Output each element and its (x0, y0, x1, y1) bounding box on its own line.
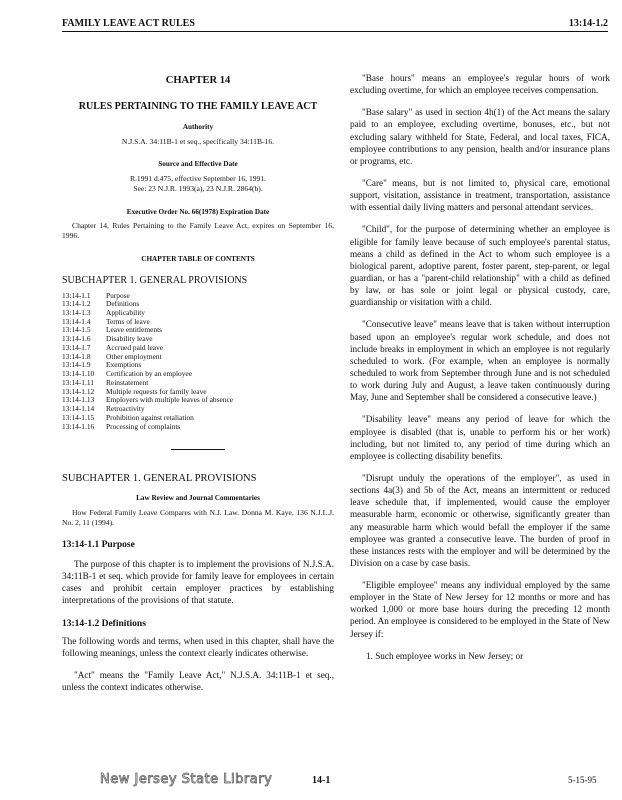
toc-entry-title: Applicability (106, 308, 145, 317)
toc-entry-title: Accrued paid leave (106, 342, 164, 352)
definition-paragraph: "Child", for the purpose of determining whether an employee is eligible for family leave because of such employee's parental status, means a child as defined in the Act to whom such employee is a biological parent, adoptive parent, foster parent, step-parent, or legal guardian, or has a "parent-child relationship" with a child as defined by law, or has sole or joint legal or physical custody, care, guardianship or visitation with a child. (350, 224, 610, 308)
toc-entry-number: 13:14-1.10 (62, 369, 95, 379)
chapter-number: CHAPTER 14 (165, 75, 231, 86)
section-heading-purpose: 13:14-1.1 Purpose (62, 540, 135, 551)
toc-entry-number: 13:14-1.5 (62, 325, 91, 335)
toc-entry (62, 292, 334, 301)
definition-paragraph: "Disability leave" means any period of leave for which the employee is disabled (that is, unable to perform his or her work) including, but not limited to, any period of time during which an employee is collecting disability benefits. (350, 414, 610, 461)
definition-paragraph: "Eligible employee" means any individual employed by the same employer in the State of New Jersey for 12 months or more and has worked 1,000 or more base hours during the preceding 12 month period. An employee is considered to be employed in the State of New Jersey if: (350, 580, 610, 639)
toc-entry (62, 309, 334, 318)
toc-entry (62, 318, 334, 327)
section-divider (171, 449, 225, 450)
toc-entry (62, 423, 334, 432)
definition-paragraph: "Base salary" as used in section 4h(1) of the Act means the salary paid to an employee, excluding overtime, bonuses, etc., but not excluding salary withheld for State, Federal, and local taxes, FICA, employee contributions to any pension, health and/or insurance plans or programs, etc. (350, 107, 610, 166)
toc-entry-title: Definitions (106, 299, 140, 309)
toc-entry-title: Leave entitlements (106, 325, 163, 335)
toc-entry-title: Other employment (106, 351, 162, 361)
toc-entry (62, 326, 334, 335)
toc-entry-number: 13:14-1.11 (62, 377, 94, 387)
toc-entry (62, 396, 334, 405)
toc-entry-number: 13:14-1.16 (62, 421, 95, 431)
toc-entry-title: Prohibition against retaliation (106, 412, 194, 422)
toc-entry-title: Exemptions (106, 360, 142, 370)
source-line-2: See: 23 N.J.R. 1993(a), 23 N.J.R. 2864(b). (133, 183, 263, 193)
toc-entry-title: Reinstatement (106, 377, 149, 387)
toc-entry-title: Employers with multiple leaves of absence (106, 395, 234, 405)
toc-entry-number: 13:14-1.14 (62, 404, 95, 414)
chapter-title: RULES PERTAINING TO THE FAMILY LEAVE ACT (78, 100, 318, 112)
section-heading-definitions: 13:14-1.2 Definitions (62, 619, 146, 630)
toc-entry-title: Purpose (106, 290, 130, 300)
definition-paragraph: "Consecutive leave" means leave that is taken without interruption based upon an employee's regular work schedule, and does not include breaks in employment in which an employee is not regularly scheduled to work. (For example, when an employee is normally scheduled to work from September through June and is not scheduled to work during July and August, a leave taken continuously during May, June and September shall be considered a consecutive leave.) (350, 319, 610, 403)
toc-entry (62, 405, 334, 414)
right-column (350, 72, 610, 662)
header-title: FAMILY LEAVE ACT RULES (62, 18, 195, 29)
library-stamp: New Jersey State Library (100, 772, 273, 787)
toc-entry-number: 13:14-1.9 (62, 360, 91, 370)
authority-text: N.J.S.A. 34:11B-1 et seq., specifically 34:11B-16. (121, 136, 275, 146)
executive-order-heading: Executive Order No. 66(1978) Expiration Date (126, 207, 270, 216)
definition-paragraph: "Base hours" means an employee's regular hours of work excluding overtime, for which an employee receives compensation. (350, 73, 610, 96)
toc-entry (62, 353, 334, 362)
executive-order-text: Chapter 14, Rules Pertaining to the Family Leave Act, expires on September 16, 1996. (62, 221, 334, 240)
toc-entry-number: 13:14-1.15 (62, 412, 95, 422)
definition-paragraph: "Disrupt unduly the operations of the employer", as used in sections 4a(3) and 5b of the Act, means an intermittent or reduced leave schedule that, if implemented, would cause the employer measurable harm, economic or otherwise, significantly greater than any measurable harm which would befall the employer if the same employee was granted a consecutive leave. The burden of proof in these instances rests with the employer and will be determined by the Division on a case by case basis. (350, 472, 610, 568)
purpose-text: The purpose of this chapter is to implement the provisions of N.J.S.A. 34:11B-1 et seq. which provide for family leave for employees in certain cases and prohibit certain employer practices by establishing interpretations of the provisions of that statute. (62, 558, 334, 606)
table-of-contents (62, 292, 334, 432)
definition-act: "Act" means the "Family Leave Act," N.J.S.A. 34:11B-1 et seq., unless the context indicates otherwise. (62, 670, 334, 693)
authority-heading: Authority (182, 123, 214, 132)
header-section: 13:14-1.2 (568, 18, 608, 29)
toc-entry (62, 300, 334, 309)
toc-entry-number: 13:14-1.7 (62, 342, 91, 352)
list-item: 1. Such employee works in New Jersey; or (366, 650, 524, 661)
toc-entry (62, 344, 334, 353)
definition-paragraph: "Care" means, but is not limited to, physical care, emotional support, visitation, assistance in treatment, transportation, assistance with essential daily living matters and personal attendant services. (350, 177, 610, 213)
toc-heading: CHAPTER TABLE OF CONTENTS (141, 254, 255, 263)
law-review-heading: Law Review and Journal Commentaries (136, 494, 260, 503)
toc-entry-number: 13:14-1.3 (62, 308, 91, 317)
toc-subchapter: SUBCHAPTER 1. GENERAL PROVISIONS (62, 275, 248, 287)
toc-entry-number: 13:14-1.1 (62, 290, 91, 300)
toc-entry-title: Processing of complaints (106, 421, 181, 431)
toc-entry-number: 13:14-1.4 (62, 316, 91, 326)
running-header (62, 12, 608, 32)
law-review-text: How Federal Family Leave Compares with N.J. Law. Donna M. Kaye, 136 N.J.L.J. No. 2, 11 (1994). (62, 507, 334, 527)
toc-entry-title: Certification by an employee (106, 369, 192, 379)
toc-entry-title: Multiple requests for family leave (106, 386, 207, 396)
toc-entry-number: 13:14-1.8 (62, 351, 91, 361)
left-column (62, 72, 334, 694)
toc-entry-number: 13:14-1.2 (62, 299, 91, 309)
revision-date: 5-15-95 (568, 775, 597, 785)
definitions-intro: The following words and terms, when used in this chapter, shall have the following meanings, unless the context clearly indicates otherwise. (62, 635, 334, 659)
toc-entry (62, 335, 334, 344)
source-line-1: R.1991 d.475, effective September 16, 1991. (129, 173, 267, 183)
toc-entry (62, 361, 334, 370)
toc-entry (62, 370, 334, 379)
toc-entry-title: Terms of leave (106, 316, 150, 326)
toc-entry (62, 414, 334, 423)
source-heading: Source and Effective Date (158, 160, 238, 169)
subchapter-heading: SUBCHAPTER 1. GENERAL PROVISIONS (62, 473, 257, 485)
toc-entry-number: 13:14-1.12 (62, 386, 95, 396)
toc-entry-number: 13:14-1.13 (62, 395, 95, 405)
toc-entry-title: Retroactivity (106, 404, 145, 414)
toc-entry-title: Disability leave (106, 334, 153, 344)
page-number: 14-1 (312, 775, 331, 786)
toc-entry-number: 13:14-1.6 (62, 334, 91, 344)
